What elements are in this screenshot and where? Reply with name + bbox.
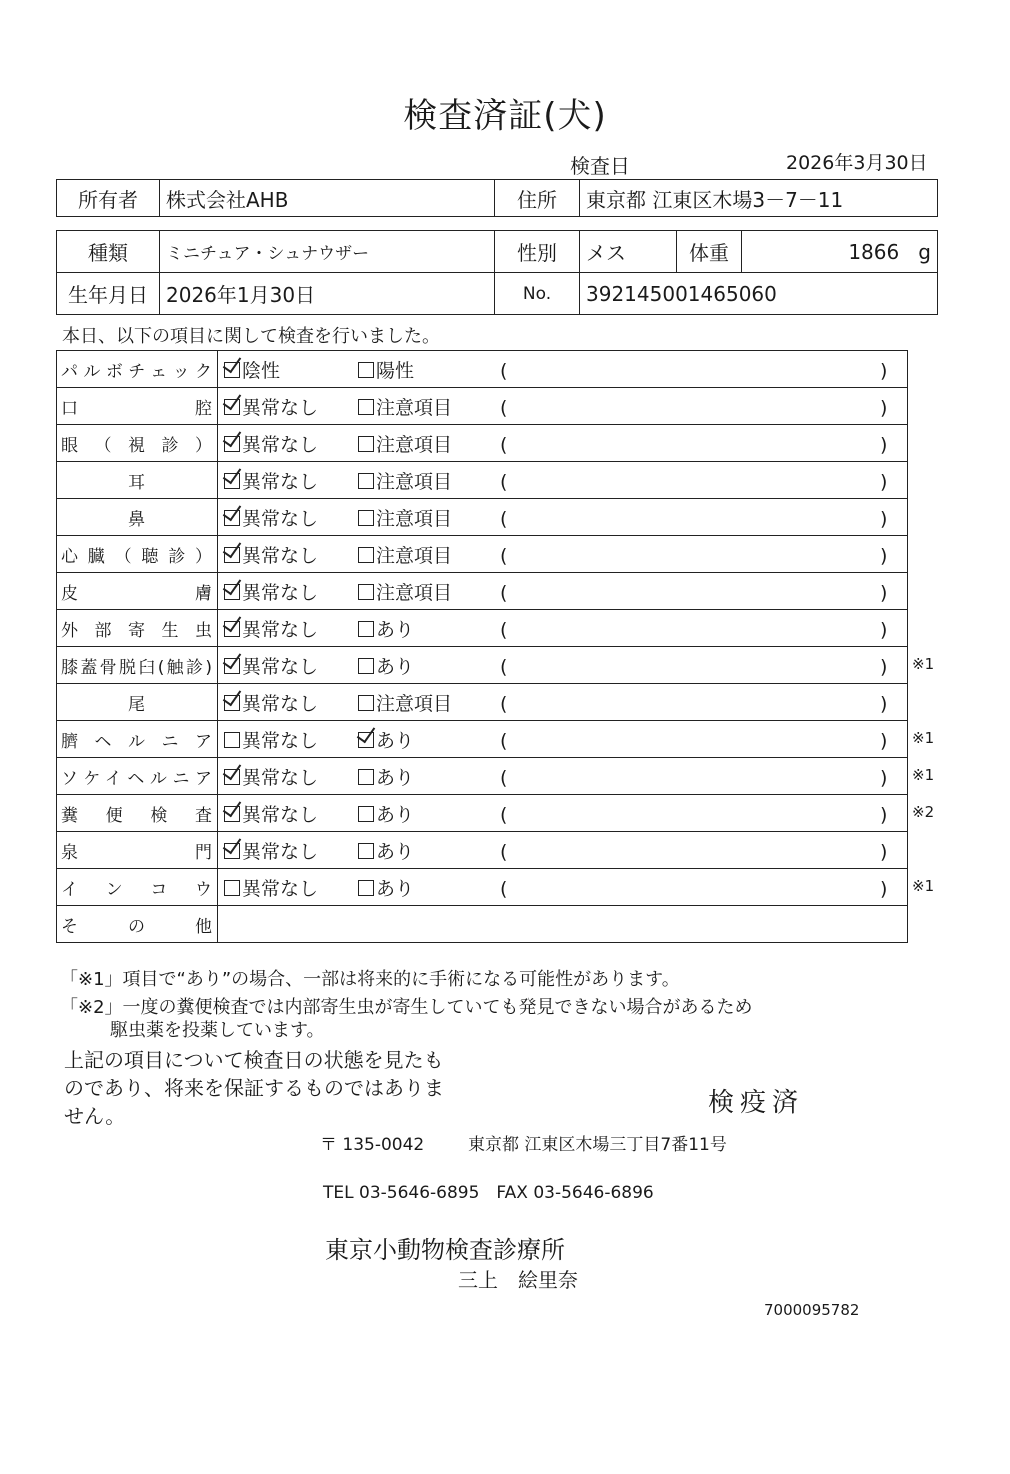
remarks-close-paren: )	[880, 507, 888, 530]
check-options	[218, 869, 908, 906]
check-options	[218, 425, 908, 462]
check-row-note: ※1	[912, 654, 935, 673]
sex-label: 性別	[495, 231, 580, 273]
option-2-label: 注意項目	[376, 470, 453, 493]
option-2-checkbox[interactable]	[358, 806, 374, 822]
check-row	[57, 869, 908, 906]
option-1-label: 異常なし	[242, 433, 319, 456]
option-1-checkbox[interactable]	[224, 695, 240, 711]
check-row-note: ※2	[912, 802, 935, 821]
option-1	[224, 393, 358, 420]
check-row	[57, 758, 908, 795]
option-2-checkbox[interactable]	[358, 399, 374, 415]
serial-number: 7000095782	[764, 1301, 860, 1319]
check-options	[218, 536, 908, 573]
remarks-open-paren: (	[500, 470, 508, 493]
footnote-1: 「※1」項目で“あり”の場合、一部は将来的に手術になる可能性があります。	[60, 969, 680, 990]
option-1	[224, 874, 358, 901]
owner-table	[56, 179, 938, 217]
option-1-label: 異常なし	[242, 729, 319, 752]
option-2-checkbox[interactable]	[358, 621, 374, 637]
option-1-checkbox[interactable]	[224, 584, 240, 600]
check-row	[57, 388, 908, 425]
option-1	[224, 837, 358, 864]
option-2	[358, 541, 492, 568]
option-2-checkbox[interactable]	[358, 843, 374, 859]
option-2-label: 注意項目	[376, 396, 453, 419]
weight-cell	[742, 231, 938, 273]
remarks-close-paren: )	[880, 877, 888, 900]
postal-code: 〒 135-0042	[320, 1135, 425, 1155]
option-2-label: 注意項目	[376, 544, 453, 567]
option-1-label: 異常なし	[242, 766, 319, 789]
remarks-open-paren: (	[500, 544, 508, 567]
option-2	[358, 356, 492, 383]
check-item-label: 耳	[57, 462, 218, 499]
option-1	[224, 726, 358, 753]
remarks-close-paren: )	[880, 655, 888, 678]
option-2-label: あり	[376, 655, 415, 678]
check-row	[57, 795, 908, 832]
remarks-open-paren: (	[500, 433, 508, 456]
option-2-label: あり	[376, 766, 415, 789]
document-title: 検査済証(犬)	[403, 96, 607, 136]
check-item-label: インコウ	[57, 869, 218, 906]
breed-label: 種類	[57, 231, 160, 273]
check-options	[218, 721, 908, 758]
option-1	[224, 615, 358, 642]
check-row	[57, 647, 908, 684]
option-2	[358, 393, 492, 420]
check-item-label: ソケイヘルニア	[57, 758, 218, 795]
option-2	[358, 763, 492, 790]
option-2	[358, 652, 492, 679]
option-2	[358, 726, 492, 753]
no-label: No.	[495, 273, 580, 315]
owner-label: 所有者	[57, 180, 160, 217]
remarks-close-paren: )	[880, 433, 888, 456]
option-1-checkbox[interactable]	[224, 806, 240, 822]
sex-value: メス	[580, 231, 677, 273]
option-1-label: 異常なし	[242, 655, 319, 678]
exam-date-label: 検査日	[570, 154, 630, 178]
remarks-open-paren: (	[500, 692, 508, 715]
option-1-checkbox[interactable]	[224, 510, 240, 526]
weight-value: 1866	[848, 239, 900, 264]
remarks-close-paren: )	[880, 766, 888, 789]
option-1-checkbox[interactable]	[224, 436, 240, 452]
check-options	[218, 795, 908, 832]
intro-text: 本日、以下の項目に関して検査を行いました。	[62, 326, 440, 347]
option-1-label: 異常なし	[242, 840, 319, 863]
check-row	[57, 721, 908, 758]
option-1-label: 陰性	[242, 359, 281, 382]
examiner-name: 三上 絵里奈	[458, 1268, 578, 1292]
option-2	[358, 430, 492, 457]
address-label: 住所	[495, 180, 580, 217]
option-2-checkbox[interactable]	[358, 510, 374, 526]
breed-value: ミニチュア・シュナウザー	[160, 231, 495, 273]
option-1-label: 異常なし	[242, 803, 319, 826]
remarks-close-paren: )	[880, 840, 888, 863]
option-2-label: 注意項目	[376, 692, 453, 715]
check-options	[218, 351, 908, 388]
option-2	[358, 615, 492, 642]
check-row-other	[57, 906, 908, 943]
remarks-open-paren: (	[500, 581, 508, 604]
option-1	[224, 689, 358, 716]
check-options	[218, 388, 908, 425]
remarks-open-paren: (	[500, 359, 508, 382]
option-2-label: 注意項目	[376, 581, 453, 604]
clinic-address: 東京都 江東区木場三丁目7番11号	[468, 1135, 727, 1155]
option-2-checkbox[interactable]	[358, 362, 374, 378]
dob-label: 生年月日	[57, 273, 160, 315]
option-2	[358, 874, 492, 901]
address-value: 東京都 江東区木場3－7－11	[580, 180, 938, 217]
check-options	[218, 758, 908, 795]
option-2	[358, 689, 492, 716]
remarks-open-paren: (	[500, 507, 508, 530]
check-item-label: 皮膚	[57, 573, 218, 610]
option-2	[358, 504, 492, 531]
option-1-label: 異常なし	[242, 581, 319, 604]
option-1	[224, 652, 358, 679]
option-1-label: 異常なし	[242, 877, 319, 900]
option-1-checkbox[interactable]	[224, 547, 240, 563]
footnote-2-cont: 駆虫薬を投薬しています。	[110, 1020, 325, 1041]
check-row-note: ※1	[912, 728, 935, 747]
remarks-close-paren: )	[880, 692, 888, 715]
option-1	[224, 356, 358, 383]
check-options	[218, 684, 908, 721]
option-1	[224, 578, 358, 605]
option-2-checkbox[interactable]	[358, 436, 374, 452]
check-item-label: 糞便検査	[57, 795, 218, 832]
option-1-label: 異常なし	[242, 470, 319, 493]
option-1-label: 異常なし	[242, 544, 319, 567]
option-1-checkbox[interactable]	[224, 473, 240, 489]
option-2	[358, 837, 492, 864]
option-1	[224, 763, 358, 790]
option-1-label: 異常なし	[242, 507, 319, 530]
remarks-open-paren: (	[500, 655, 508, 678]
no-value: 392145001465060	[580, 273, 938, 315]
option-1	[224, 504, 358, 531]
check-item-label: 外部寄生虫	[57, 610, 218, 647]
option-2-label: 注意項目	[376, 433, 453, 456]
check-row	[57, 573, 908, 610]
option-1	[224, 541, 358, 568]
option-1	[224, 467, 358, 494]
remarks-open-paren: (	[500, 396, 508, 419]
quarantine-stamp: 検疫済	[708, 1088, 805, 1118]
animal-table	[56, 230, 938, 315]
option-2-label: あり	[376, 618, 415, 641]
check-item-label: 臍ヘルニア	[57, 721, 218, 758]
option-2-checkbox[interactable]	[358, 473, 374, 489]
footnote-2: 「※2」一度の糞便検査では内部寄生虫が寄生していても発見できない場合があるため	[60, 997, 753, 1018]
check-options	[218, 647, 908, 684]
option-2-checkbox[interactable]	[358, 695, 374, 711]
check-row	[57, 832, 908, 869]
option-1-checkbox[interactable]	[224, 621, 240, 637]
option-2	[358, 578, 492, 605]
checkup-table	[56, 350, 908, 943]
remarks-close-paren: )	[880, 618, 888, 641]
exam-date: 2026年3月30日	[786, 152, 928, 174]
option-2-label: 注意項目	[376, 507, 453, 530]
remarks-open-paren: (	[500, 840, 508, 863]
option-2-label: あり	[376, 729, 415, 752]
dob-value: 2026年1月30日	[160, 273, 495, 315]
option-1-label: 異常なし	[242, 618, 319, 641]
check-options	[218, 499, 908, 536]
check-row-note: ※1	[912, 876, 935, 895]
remarks-open-paren: (	[500, 766, 508, 789]
option-2-checkbox[interactable]	[358, 547, 374, 563]
disclaimer: 上記の項目について検査日の状態を見たものであり、将来を保証するものではありません。	[64, 1048, 444, 1128]
option-1-label: 異常なし	[242, 396, 319, 419]
remarks-open-paren: (	[500, 877, 508, 900]
remarks-close-paren: )	[880, 359, 888, 382]
check-row	[57, 462, 908, 499]
check-row-note: ※1	[912, 765, 935, 784]
check-row	[57, 499, 908, 536]
check-item-label: 口腔	[57, 388, 218, 425]
check-item-label: 眼（視診）	[57, 425, 218, 462]
option-1-label: 異常なし	[242, 692, 319, 715]
remarks-close-paren: )	[880, 470, 888, 493]
option-2-label: あり	[376, 803, 415, 826]
check-row	[57, 425, 908, 462]
remarks-close-paren: )	[880, 396, 888, 419]
other-label: その他	[57, 906, 218, 943]
check-item-label: 心臓（聴診）	[57, 536, 218, 573]
check-options	[218, 610, 908, 647]
check-options	[218, 832, 908, 869]
option-1-checkbox[interactable]	[224, 732, 240, 748]
option-1-checkbox[interactable]	[224, 362, 240, 378]
option-2-checkbox[interactable]	[358, 732, 374, 748]
remarks-close-paren: )	[880, 544, 888, 567]
weight-unit: g	[918, 239, 931, 264]
remarks-open-paren: (	[500, 729, 508, 752]
check-item-label: 尾	[57, 684, 218, 721]
option-2-label: 陽性	[376, 359, 415, 382]
remarks-close-paren: )	[880, 581, 888, 604]
clinic-name: 東京小動物検査診療所	[325, 1236, 565, 1264]
check-row	[57, 610, 908, 647]
option-1	[224, 430, 358, 457]
remarks-close-paren: )	[880, 729, 888, 752]
check-row	[57, 351, 908, 388]
option-1-checkbox[interactable]	[224, 843, 240, 859]
remarks-open-paren: (	[500, 803, 508, 826]
option-1-checkbox[interactable]	[224, 880, 240, 896]
other-value	[218, 906, 908, 943]
option-1-checkbox[interactable]	[224, 399, 240, 415]
owner-value: 株式会社AHB	[160, 180, 495, 217]
option-1	[224, 800, 358, 827]
remarks-open-paren: (	[500, 618, 508, 641]
option-2-checkbox[interactable]	[358, 584, 374, 600]
tel-fax: TEL 03-5646-6895 FAX 03-5646-6896	[323, 1183, 654, 1203]
option-2-label: あり	[376, 877, 415, 900]
option-2-checkbox[interactable]	[358, 658, 374, 674]
option-2-checkbox[interactable]	[358, 880, 374, 896]
option-2	[358, 800, 492, 827]
check-options	[218, 573, 908, 610]
check-options	[218, 462, 908, 499]
check-item-label: パルボチェック	[57, 351, 218, 388]
check-item-label: 泉門	[57, 832, 218, 869]
option-2	[358, 467, 492, 494]
remarks-close-paren: )	[880, 803, 888, 826]
option-2-label: あり	[376, 840, 415, 863]
check-row	[57, 536, 908, 573]
weight-label: 体重	[677, 231, 742, 273]
option-2-checkbox[interactable]	[358, 769, 374, 785]
check-item-label: 鼻	[57, 499, 218, 536]
option-1-checkbox[interactable]	[224, 769, 240, 785]
check-item-label: 膝蓋骨脱臼(触診)	[57, 647, 218, 684]
option-1-checkbox[interactable]	[224, 658, 240, 674]
check-row	[57, 684, 908, 721]
